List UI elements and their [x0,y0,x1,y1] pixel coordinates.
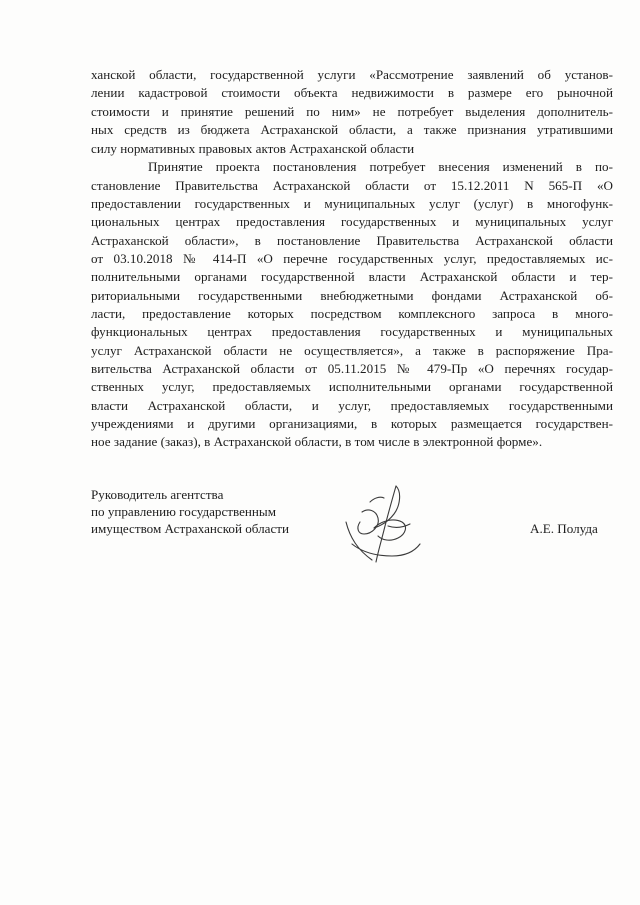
text-line: риториальными государственными внебюджетными фондами Астраханской об- [91,288,613,303]
text-line: услуг Астраханской области не осуществляется», а также в распоряжение Пра- [91,343,613,358]
text-line: становление Правительства Астраханской области от 15.12.2011 N 565-П «О [91,178,613,193]
signer-position-line: Руководитель агентства [91,487,224,502]
signer-position-line: имуществом Астраханской области [91,521,290,536]
text-line: функциональных центрах предоставления государственных и муниципальных [91,324,613,339]
text-line: Астраханской области», в постановление Правительства Астраханской области [91,233,613,248]
text-line: вительства Астраханской области от 05.11.2015 № 479-Пр «О перечнях государ- [91,361,613,376]
text-line: учреждениями и другими организациями, в которых размещается государствен- [91,416,613,431]
text-line: ственных услуг, предоставляемых исполнительными органами государственной [91,379,613,394]
text-line: ласти, предоставление которых посредством комплексного запроса в много- [91,306,613,321]
text-line: Принятие проекта постановления потребует внесения изменений в по- [148,159,613,174]
text-line: полнительными органами государственной власти Астраханской области и тер- [91,269,613,284]
signer-position-line: по управлению государственным [91,504,277,519]
text-line: циональных центрах предоставления государственных и муниципальных услуг [91,214,613,229]
text-line: стоимости и принятие решений по ним» не потребует выделения дополнитель- [91,104,613,119]
text-line: предоставлении государственных и муниципальных услуг (услуг) в многофунк- [91,196,613,211]
text-line: ных средств из бюджета Астраханской области, а также признания утратившими [91,122,613,137]
handwritten-signature [332,482,432,574]
text-line: ханской области, государственной услуги «Рассмотрение заявлений об установ- [91,67,613,82]
text-line: ное задание (заказ), в Астраханской области, в том числе в электронной форме». [91,434,543,449]
text-line: власти Астраханской области, и услуг, предоставляемых государственными [91,398,613,413]
signer-name: А.Е. Полуда [530,521,598,536]
text-line: лении кадастровой стоимости объекта недвижимости в размере его рыночной [91,85,613,100]
text-line: силу нормативных правовых актов Астраханской области [91,141,415,156]
text-line: от 03.10.2018 № 414-П «О перечне государственных услуг, предоставляемых ис- [91,251,613,266]
